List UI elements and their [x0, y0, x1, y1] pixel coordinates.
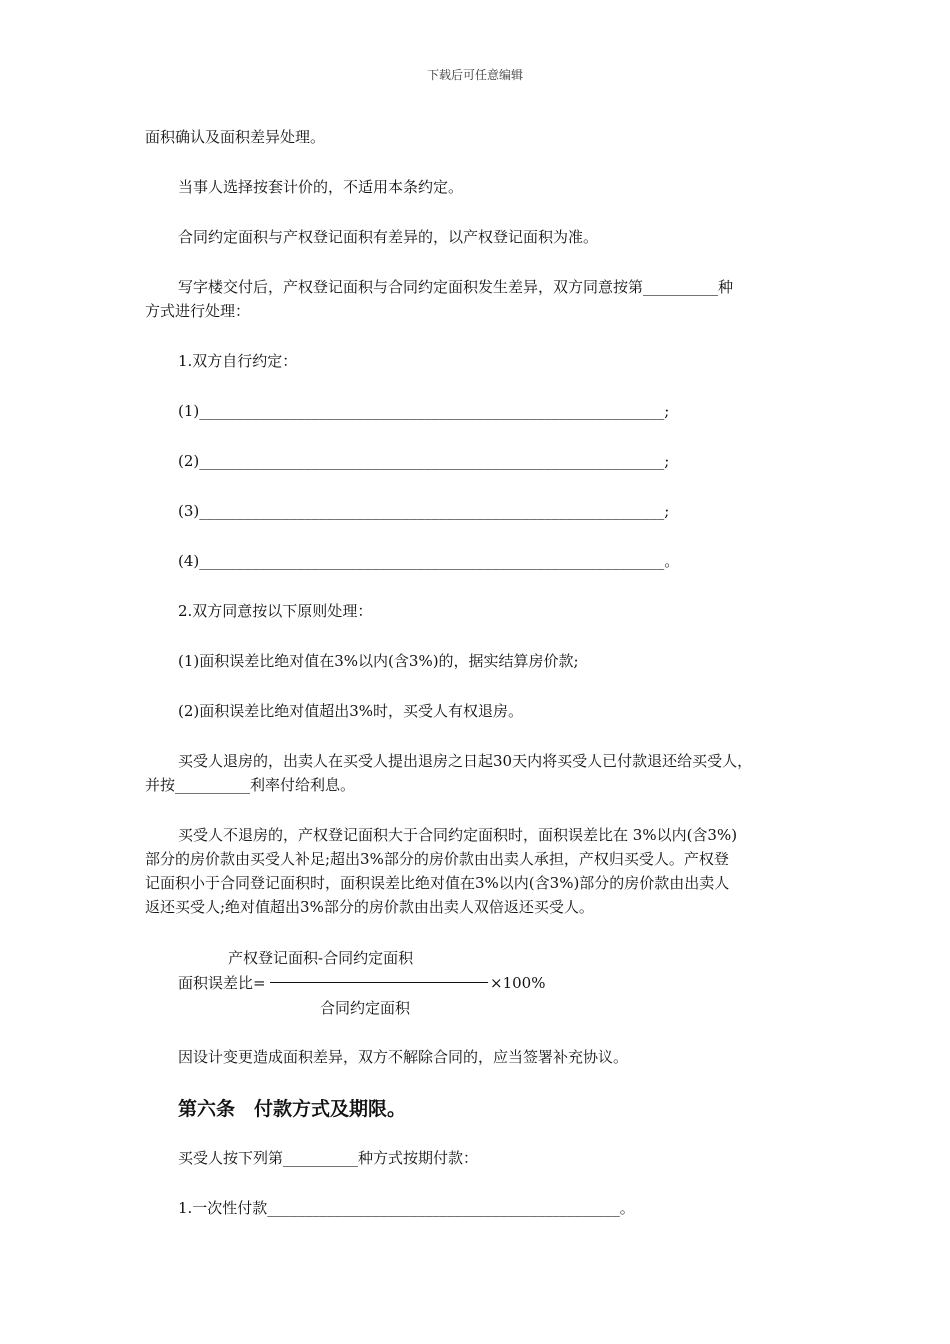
paragraph-line: 部分的房价款由买受人补足;超出3%部分的房价款由出卖人承担，产权归买受人。产权登 — [145, 850, 729, 868]
fraction-bar — [270, 982, 488, 983]
paragraph-line: 返还买受人;绝对值超出3%部分的房价款由出卖人双倍返还买受人。 — [145, 898, 594, 916]
paragraph-line: 1.一次性付款_______________________________________________。 — [178, 1199, 635, 1217]
blank-item-1: (1)______________________________________________________________; — [178, 402, 670, 420]
paragraph-line: 因设计变更造成面积差异，双方不解除合同的，应当签署补充协议。 — [178, 1048, 629, 1066]
formula-numerator: 产权登记面积-合同约定面积 — [228, 949, 414, 967]
paragraph-line: 当事人选择按套计价的，不适用本条约定。 — [178, 178, 464, 196]
section-heading: 第六条 付款方式及期限。 — [178, 1098, 407, 1120]
paragraph-line: 合同约定面积与产权登记面积有差异的，以产权登记面积为准。 — [178, 228, 599, 246]
page-header: 下载后可任意编辑 — [426, 68, 523, 82]
paragraph-line: (2)面积误差比绝对值超出3%时，买受人有权退房。 — [178, 702, 524, 720]
blank-item-3: (3)______________________________________________________________; — [178, 502, 670, 520]
paragraph-line: 买受人不退房的，产权登记面积大于合同约定面积时，面积误差比在 3%以内(含3%) — [178, 826, 738, 844]
paragraph-line: 2.双方同意按以下原则处理： — [178, 602, 373, 620]
formula-denominator: 合同约定面积 — [320, 999, 411, 1017]
paragraph-line: 写字楼交付后，产权登记面积与合同约定面积发生差异，双方同意按第__________种 — [178, 278, 734, 296]
paragraph-line: 面积确认及面积差异处理。 — [145, 128, 326, 146]
blank-item-4: (4)______________________________________________________________。 — [178, 552, 680, 570]
formula-left: 面积误差比= — [178, 974, 266, 992]
paragraph-line: 买受人退房的，出卖人在买受人提出退房之日起30天内将买受人已付款退还给买受人， — [178, 752, 753, 770]
formula-right: ×100% — [490, 974, 546, 992]
paragraph-line: 买受人按下列第__________种方式按期付款： — [178, 1149, 479, 1167]
paragraph-line: 并按__________利率付给利息。 — [145, 776, 356, 794]
blank-item-2: (2)______________________________________________________________; — [178, 452, 670, 470]
paragraph-line: 1.双方自行约定： — [178, 352, 298, 370]
paragraph-line: 记面积小于合同登记面积时，面积误差比绝对值在3%以内(含3%)部分的房价款由出卖人 — [145, 874, 730, 892]
paragraph-line: (1)面积误差比绝对值在3%以内(含3%)的，据实结算房价款; — [178, 652, 579, 670]
paragraph-line: 方式进行处理： — [145, 302, 251, 320]
